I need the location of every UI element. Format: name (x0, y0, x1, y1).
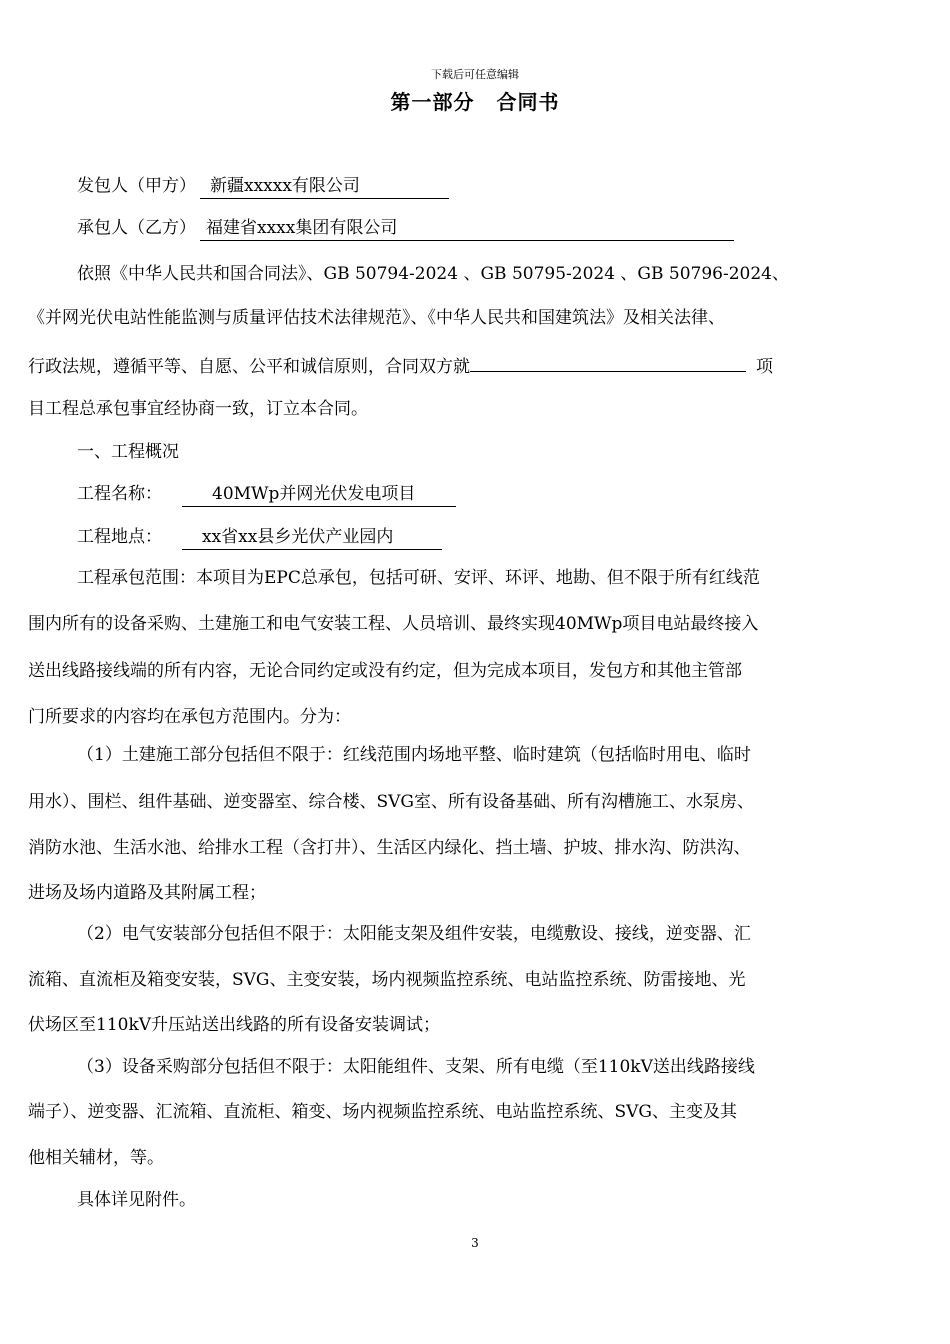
preamble-line-3-pre: 行政法规，遵循平等、自愿、公平和诚信原则，合同双方就 (28, 357, 470, 377)
page-title (0, 86, 950, 115)
section-heading: 一、工程概况 (77, 442, 179, 462)
title-name: 合同书 (496, 90, 560, 114)
preamble-line-2: 《并网光伏电站性能监测与质量评估技术法律规范》、《中华人民共和国建筑法》及相关法律、 (28, 308, 725, 328)
civil-line-1: （1）土建施工部分包括但不限于：红线范围内场地平整、临时建筑（包括临时用电、临时 (77, 745, 751, 765)
party-a-label: 发包人（甲方） (77, 176, 196, 196)
scope-line-1: 工程承包范围：本项目为EPC总承包，包括可研、安评、环评、地勘、但不限于所有红线范 (77, 568, 760, 588)
party-b-value: 福建省xxxx集团有限公司 (200, 216, 734, 241)
preamble-line-3 (28, 351, 773, 379)
title-part: 第一部分 (390, 90, 475, 114)
electrical-line-3: 伏场区至110kV升压站送出线路的所有设备安装调试； (28, 1015, 441, 1035)
attachment-note: 具体详见附件。 (77, 1190, 196, 1210)
project-site-label: 工程地点： (77, 527, 162, 547)
project-site-line (77, 525, 442, 550)
electrical-line-2: 流箱、直流柜及箱变安装，SVG、主变安装，场内视频监控系统、电站监控系统、防雷接地、光 (28, 970, 746, 990)
party-a-value: 新疆xxxxx有限公司 (200, 174, 449, 199)
project-site-value: xx省xx县乡光伏产业园内 (182, 525, 442, 550)
party-b-label: 承包人（乙方） (77, 218, 196, 238)
scope-line-3: 送出线路接线端的所有内容，无论合同约定或没有约定，但为完成本项目，发包方和其他主管部 (28, 661, 742, 681)
project-name-line (77, 482, 456, 507)
project-name-blank (470, 351, 746, 372)
electrical-line-1: （2）电气安装部分包括但不限于：太阳能支架及组件安装，电缆敷设、接线，逆变器、汇 (77, 924, 751, 944)
civil-line-2: 用水）、围栏、组件基础、逆变器室、综合楼、SVG室、所有设备基础、所有沟槽施工、水泵房、 (28, 792, 755, 812)
preamble-line-3-post: 项 (756, 357, 773, 377)
page-number: 3 (471, 1236, 479, 1250)
procurement-line-1: （3）设备采购部分包括但不限于：太阳能组件、支架、所有电缆（至110kV送出线路接线 (77, 1057, 755, 1077)
project-name-value: 40MWp并网光伏发电项目 (182, 482, 456, 507)
party-a-line (77, 174, 449, 199)
civil-line-4: 进场及场内道路及其附属工程； (28, 883, 266, 903)
preamble-line-1: 依照《中华人民共和国合同法》、GB 50794-2024 、GB 50795-2024 、GB 50796-2024、 (77, 264, 789, 284)
civil-line-3: 消防水池、生活水池、给排水工程（含打井）、生活区内绿化、挡土墙、护坡、排水沟、防洪沟、 (28, 838, 751, 858)
project-name-label: 工程名称： (77, 484, 162, 504)
procurement-line-2: 端子）、逆变器、汇流箱、直流柜、箱变、场内视频监控系统、电站监控系统、SVG、主变及其 (28, 1102, 738, 1122)
scope-line-4: 门所要求的内容均在承包方范围内。分为： (28, 707, 351, 727)
scope-line-2: 围内所有的设备采购、土建施工和电气安装工程、人员培训、最终实现40MWp项目电站最终接入 (28, 614, 759, 634)
header-note: 下载后可任意编辑 (431, 68, 519, 81)
procurement-line-3: 他相关辅材，等。 (28, 1148, 164, 1168)
preamble-line-4: 目工程总承包事宜经协商一致，订立本合同。 (28, 399, 368, 419)
party-b-line (77, 216, 734, 241)
